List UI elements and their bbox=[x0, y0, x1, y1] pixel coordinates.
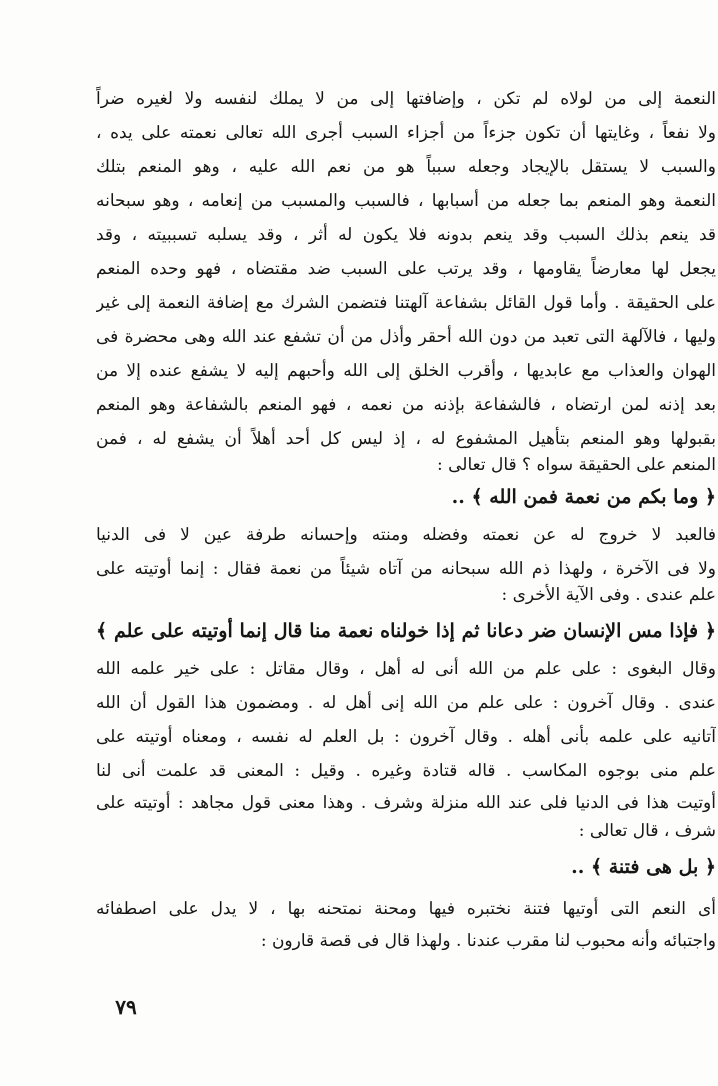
text-line: على الحقيقة . وأما قول القائل بشفاعة آلهتنا فتضمن الشرك مع إضافة النعمة إلى غير bbox=[96, 293, 716, 313]
text-line: الهوان والعذاب مع عابديها ، وأقرب الخلق إلى الله وأحبهم إليه لا يشفع عنده إلا من bbox=[96, 361, 716, 381]
text-line: المنعم على الحقيقة سواه ؟ قال تعالى : bbox=[437, 455, 716, 475]
text-line: شرف ، قال تعالى : bbox=[578, 821, 716, 841]
text-line: النعمة وهو المنعم بما جعله من أسبابها ، فالسبب والمسبب من إنعامه ، وهو سبحانه bbox=[96, 191, 716, 211]
text-line: عندى . وقال آخرون : على علم من الله إنى أهل له . ومضمون هذا القول أن الله bbox=[96, 693, 716, 713]
text-line: يجعل لها معارضاً يقاومها ، وقد يرتب على السبب ضد مقتضاه ، فهو وحده المنعم bbox=[96, 259, 716, 279]
text-line: النعمة إلى من لولاه لم تكن ، وإضافتها إلى من لا يملك لنفسه ولا لغيره ضراً bbox=[96, 89, 716, 109]
quran-verse: ﴿ فإذا مس الإنسان ضر دعانا ثم إذا خولناه نعمة منا قال إنما أوتيته على علم ﴾ bbox=[96, 620, 716, 642]
text-line: وليها ، فالآلهة التى تعبد من دون الله أحقر وأذل من أن تشفع عند الله وهى محضرة فى bbox=[96, 327, 716, 347]
text-line: أى النعم التى أوتيها فتنة نختبره فيها ومحنة نمتحنه بها ، لا يدل على اصطفائه bbox=[96, 899, 716, 919]
text-line: أوتيت هذا فى الدنيا فلى عند الله منزلة وشرف . وهذا معنى قول مجاهد : أوتيته على bbox=[96, 793, 716, 813]
text-line: واجتبائه وأنه محبوب لنا مقرب عندنا . ولهذا قال فى قصة قارون : bbox=[260, 931, 716, 951]
text-line: علم عندى . وفى الآية الأخرى : bbox=[501, 585, 716, 605]
text-line: بعد إذنه لمن ارتضاه ، فالشفاعة بإذنه من نعمه ، فهو المنعم بالشفاعة وهو المنعم bbox=[96, 395, 716, 415]
text-line: فالعبد لا خروج له عن نعمته وفضله ومنته وإحسانه طرفة عين لا فى الدنيا bbox=[96, 525, 716, 545]
page-number: ٧٩ bbox=[115, 995, 137, 1019]
quran-verse: ﴿ وما بكم من نعمة فمن الله ﴾ .. bbox=[451, 486, 716, 508]
text-line: والسبب لا يستقل بالإيجاد وجعله سبباً هو من نعم الله عليه ، وهو المنعم بتلك bbox=[96, 157, 716, 177]
text-line: بقبولها وهو المنعم بتأهيل المشفوع له ، إذ ليس كل أحد أهلاً أن يشفع له ، فمن bbox=[96, 429, 716, 449]
text-line: آتانيه على علمه بأنى أهله . وقال آخرون : بل العلم له نفسه ، ومعناه أوتيته على bbox=[96, 727, 716, 747]
text-line: قد ينعم بذلك السبب وقد ينعم بدونه فلا يكون له أثر ، وقد يسلبه تسببيته ، وقد bbox=[96, 225, 716, 245]
text-line: علم منى بوجوه المكاسب . قاله قتادة وغيره . وقيل : المعنى قد علمت أنى لنا bbox=[96, 761, 716, 781]
quran-verse: ﴿ بل هى فتنة ﴾ .. bbox=[571, 856, 716, 878]
text-line: وقال البغوى : على علم من الله أنى له أهل ، وقال مقاتل : على خير علمه الله bbox=[96, 659, 716, 679]
text-line: ولا نفعاً ، وغايتها أن تكون جزءاً من أجزاء السبب أجرى الله تعالى نعمته على يده ، bbox=[96, 123, 716, 143]
text-line: ولا فى الآخرة ، ولهذا ذم الله سبحانه من آتاه شيئاً من نعمة فقال : إنما أوتيته على bbox=[96, 559, 716, 579]
